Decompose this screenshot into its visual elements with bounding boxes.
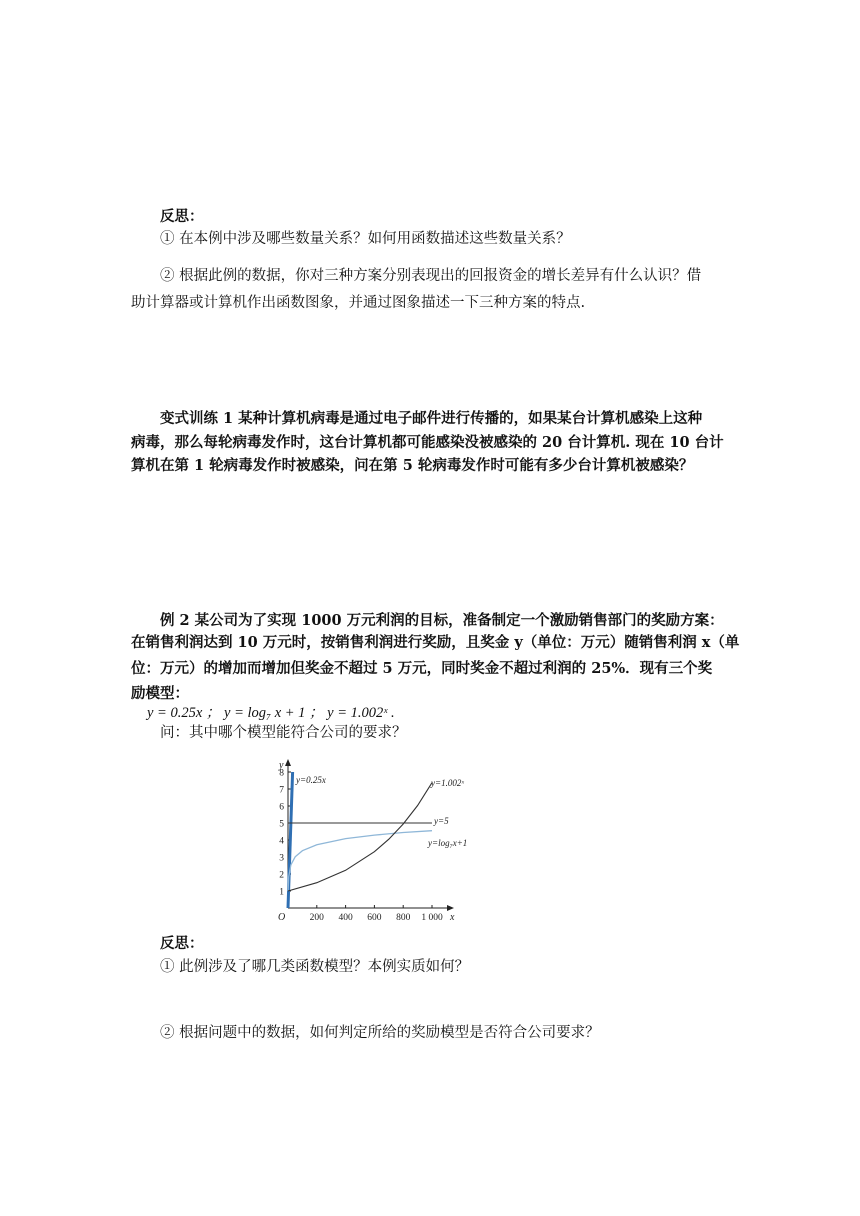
reflection-question-1: ① 在本例中涉及哪些数量关系？如何用函数描述这些数量关系？ — [160, 231, 571, 247]
x-tick-label: 1 000 — [421, 913, 443, 923]
chart-labels — [278, 760, 467, 923]
example2-line4: 励模型： — [131, 685, 189, 702]
variant-training-line1: 变式训练 1 某种计算机病毒是通过电子邮件进行传播的，如果某台计算机感染上这种 — [160, 410, 703, 427]
y-tick-label: 7 — [279, 785, 284, 796]
origin-label: O — [278, 912, 286, 923]
series-label: y=1.002ˣ — [431, 778, 464, 788]
reflection-question-2-line1: ② 根据此例的数据，你对三种方案分别表现出的回报资金的增长差异有什么认识？借 — [160, 268, 702, 284]
y-tick-label: 2 — [279, 870, 284, 881]
example2-line3: 位：万元）的增加而增加但奖金不超过 5 万元，同时奖金不超过利润的 25%．现有三个奖 — [131, 660, 713, 677]
y-tick-label: 4 — [279, 836, 284, 847]
y-axis-arrow — [285, 759, 291, 766]
x-axis-arrow — [447, 905, 454, 911]
y-tick-label: 8 — [279, 768, 284, 779]
reflection-title-2: 反思： — [160, 935, 204, 952]
function-graph-chart — [272, 758, 472, 930]
variant-training-line2: 病毒，那么每轮病毒发作时，这台计算机都可能感染没被感染的 20 台计算机. 现在 10 台计 — [131, 434, 724, 451]
x-tick-label: 200 — [309, 913, 324, 923]
y-axis-label: y — [279, 760, 284, 771]
y-tick-label: 5 — [279, 819, 284, 830]
x-tick-label: 600 — [367, 913, 382, 923]
reflection-title: 反思： — [160, 208, 204, 225]
example2-models: y = 0.25x ； y = log₇ x + 1 ； y = 1.002ˣ . — [147, 705, 395, 721]
example2-line1: 例 2 某公司为了实现 1000 万元利润的目标，准备制定一个激励销售部门的奖励方案： — [160, 612, 724, 629]
x-axis-label: x — [450, 912, 455, 923]
reflection2-question-1: ① 此例涉及了哪几类函数模型？本例实质如何？ — [160, 959, 470, 975]
y-tick-label: 3 — [279, 853, 284, 864]
variant-training-line3: 算机在第 1 轮病毒发作时被感染，问在第 5 轮病毒发作时可能有多少台计算机被感染？ — [131, 457, 694, 474]
series-label: y=0.25x — [296, 775, 326, 785]
series-label: y=log₇x+1 — [428, 838, 468, 848]
example2-question: 问：其中哪个模型能符合公司的要求？ — [160, 725, 407, 741]
example2-line2: 在销售利润达到 10 万元时，按销售利润进行奖励，且奖金 y（单位：万元）随销售利润 x（单 — [131, 634, 740, 651]
series-label: y=5 — [434, 816, 449, 826]
y-tick-label: 1 — [279, 887, 284, 898]
reflection2-question-2: ② 根据问题中的数据，如何判定所给的奖励模型是否符合公司要求？ — [160, 1025, 600, 1041]
x-tick-label: 800 — [396, 913, 411, 923]
y-tick-label: 6 — [279, 802, 284, 813]
x-tick-label: 400 — [338, 913, 353, 923]
chart-series — [288, 772, 432, 908]
reflection-question-2-line2: 助计算器或计算机作出函数图象，并通过图象描述一下三种方案的特点. — [131, 295, 586, 311]
